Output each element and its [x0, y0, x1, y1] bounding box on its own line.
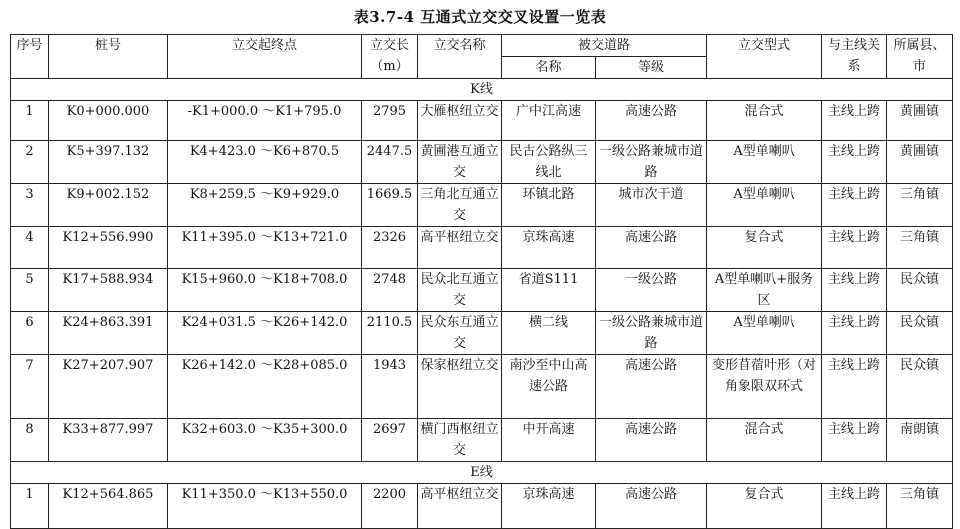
table-row: [11, 184, 953, 227]
cell-start-end: K32+603.0 ～K35+300.0: [168, 419, 362, 462]
cell-name: 保家枢纽立交: [418, 355, 502, 419]
cell-station: K5+397.132: [49, 141, 168, 184]
cell-crossed-name: 京珠高速: [502, 227, 596, 269]
header-name: 立交名称: [418, 35, 502, 79]
header-row: [11, 35, 953, 57]
cell-start-end: K4+423.0 ～K6+870.5: [168, 141, 362, 184]
table-row: [11, 312, 953, 355]
cell-county: 南朗镇: [887, 419, 953, 462]
cell-type: A型单喇叭+服务区: [707, 269, 822, 312]
cell-name: 大雁枢纽立交: [418, 101, 502, 141]
cell-crossed-name: 省道S111: [502, 269, 596, 312]
header-crossed-name: 名称: [502, 57, 596, 79]
cell-county: 三角镇: [887, 484, 953, 529]
cell-type: 变形苜蓿叶形（对角象限双环式: [707, 355, 822, 419]
cell-start-end: K11+395.0 ～K13+721.0: [168, 227, 362, 269]
cell-relation: 主线上跨: [822, 484, 887, 529]
cell-type: 复合式: [707, 227, 822, 269]
cell-length: 2795: [362, 101, 418, 141]
cell-type: 混合式: [707, 419, 822, 462]
cell-name: 民众北互通立交: [418, 269, 502, 312]
table-row: [11, 101, 953, 141]
header-station: 桩号: [49, 35, 168, 79]
cell-crossed-name: 民古公路纵三线北: [502, 141, 596, 184]
table-body: [11, 35, 953, 529]
header-county: 所属县、市: [887, 35, 953, 79]
cell-length: 2697: [362, 419, 418, 462]
cell-type: A型单喇叭: [707, 184, 822, 227]
cell-grade: 一级公路兼城市道路: [596, 312, 707, 355]
cell-relation: 主线上跨: [822, 184, 887, 227]
cell-crossed-name: 京珠高速: [502, 484, 596, 529]
cell-station: K12+556.990: [49, 227, 168, 269]
cell-grade: 高速公路: [596, 484, 707, 529]
header-type: 立交型式: [707, 35, 822, 79]
cell-crossed-name: 南沙至中山高速公路: [502, 355, 596, 419]
table-title: 表3.7-4 互通式立交交叉设置一览表: [353, 8, 607, 26]
cell-start-end: K11+350.0 ～K13+550.0: [168, 484, 362, 529]
section-label: E线: [11, 462, 953, 484]
cell-county: 民众镇: [887, 355, 953, 419]
cell-name: 黄圃港互通立交: [418, 141, 502, 184]
cell-start-end: K24+031.5 ～K26+142.0: [168, 312, 362, 355]
cell-grade: 高速公路: [596, 419, 707, 462]
table-row: [11, 355, 953, 419]
section-row: [11, 79, 953, 101]
cell-start-end: K26+142.0 ～K28+085.0: [168, 355, 362, 419]
cell-name: 民众东互通立交: [418, 312, 502, 355]
header-start-end: 立交起终点: [168, 35, 362, 79]
cell-county: 三角镇: [887, 184, 953, 227]
cell-crossed-name: 横二线: [502, 312, 596, 355]
cell-grade: 城市次干道: [596, 184, 707, 227]
cell-county: 黄圃镇: [887, 141, 953, 184]
cell-station: K0+000.000: [49, 101, 168, 141]
section-label: K线: [11, 79, 953, 101]
cell-county: 民众镇: [887, 312, 953, 355]
cell-relation: 主线上跨: [822, 227, 887, 269]
cell-station: K17+588.934: [49, 269, 168, 312]
cell-seq: 4: [11, 227, 49, 269]
cell-grade: 高速公路: [596, 355, 707, 419]
cell-county: 三角镇: [887, 227, 953, 269]
cell-relation: 主线上跨: [822, 269, 887, 312]
cell-length: 2110.5: [362, 312, 418, 355]
cell-crossed-name: 环镇北路: [502, 184, 596, 227]
cell-station: K27+207.907: [49, 355, 168, 419]
header-length: 立交长（m）: [362, 35, 418, 79]
header-relation: 与主线关系: [822, 35, 887, 79]
cell-type: A型单喇叭: [707, 141, 822, 184]
cell-seq: 5: [11, 269, 49, 312]
cell-seq: 6: [11, 312, 49, 355]
cell-length: 1669.5: [362, 184, 418, 227]
header-seq: 序号: [11, 35, 49, 79]
cell-seq: 8: [11, 419, 49, 462]
table-row: [11, 141, 953, 184]
cell-seq: 3: [11, 184, 49, 227]
cell-grade: 高速公路: [596, 227, 707, 269]
cell-relation: 主线上跨: [822, 355, 887, 419]
cell-start-end: K8+259.5 ～K9+929.0: [168, 184, 362, 227]
cell-length: 2447.5: [362, 141, 418, 184]
table-row: [11, 227, 953, 269]
section-row: [11, 462, 953, 484]
cell-name: 高平枢纽立交: [418, 484, 502, 529]
cell-relation: 主线上跨: [822, 312, 887, 355]
cell-crossed-name: 广中江高速: [502, 101, 596, 141]
table-row: [11, 484, 953, 529]
cell-length: 2326: [362, 227, 418, 269]
table-row: [11, 419, 953, 462]
cell-length: 1943: [362, 355, 418, 419]
cell-start-end: -K1+000.0 ～K1+795.0: [168, 101, 362, 141]
cell-name: 横门西枢纽立交: [418, 419, 502, 462]
cell-seq: 7: [11, 355, 49, 419]
cell-seq: 2: [11, 141, 49, 184]
cell-length: 2748: [362, 269, 418, 312]
cell-station: K33+877.997: [49, 419, 168, 462]
cell-relation: 主线上跨: [822, 141, 887, 184]
cell-relation: 主线上跨: [822, 101, 887, 141]
cell-seq: 1: [11, 484, 49, 529]
cell-type: A型单喇叭: [707, 312, 822, 355]
cell-station: K12+564.865: [49, 484, 168, 529]
cell-name: 高平枢纽立交: [418, 227, 502, 269]
cell-county: 民众镇: [887, 269, 953, 312]
cell-grade: 高速公路: [596, 101, 707, 141]
interchange-table: [10, 34, 953, 529]
cell-grade: 一级公路: [596, 269, 707, 312]
cell-name: 三角北互通立交: [418, 184, 502, 227]
cell-relation: 主线上跨: [822, 419, 887, 462]
cell-crossed-name: 中开高速: [502, 419, 596, 462]
cell-start-end: K15+960.0 ～K18+708.0: [168, 269, 362, 312]
cell-type: 混合式: [707, 101, 822, 141]
cell-type: 复合式: [707, 484, 822, 529]
cell-grade: 一级公路兼城市道路: [596, 141, 707, 184]
table-row: [11, 269, 953, 312]
cell-length: 2200: [362, 484, 418, 529]
cell-station: K9+002.152: [49, 184, 168, 227]
header-crossed-grade: 等级: [596, 57, 707, 79]
cell-seq: 1: [11, 101, 49, 141]
cell-station: K24+863.391: [49, 312, 168, 355]
header-crossed-road: 被交道路: [502, 35, 707, 57]
cell-county: 黄圃镇: [887, 101, 953, 141]
